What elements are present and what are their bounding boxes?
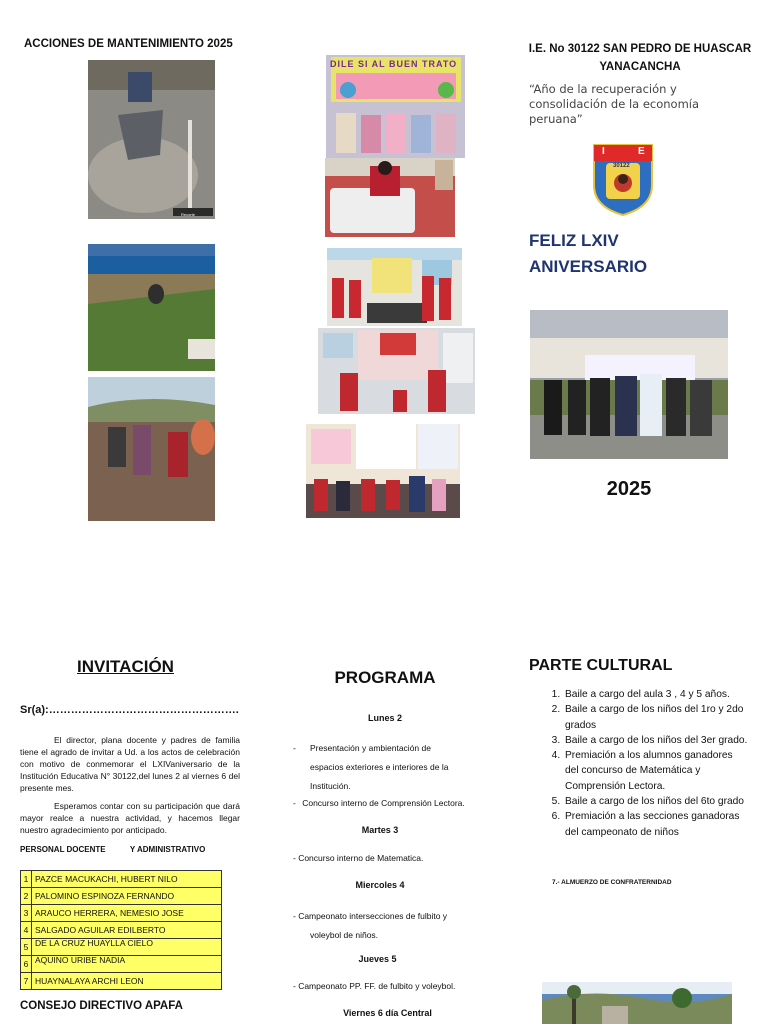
school-name: [526, 40, 754, 76]
table-row: [21, 973, 222, 990]
program-day-1: Lunes 2: [367, 713, 402, 723]
apafa-council: CONSEJO DIRECTIVO APAFA: [20, 1000, 183, 1012]
staff-name: SALGADO AGUILAR EDILBERTO: [32, 922, 222, 939]
item-text: Concurso interno de Comprensión Lectora.: [302, 798, 465, 808]
child-car-photo: [325, 158, 455, 237]
table-row: [21, 922, 222, 939]
landscape-photo: [542, 982, 732, 1024]
table-row: [21, 888, 222, 905]
fraternity-lunch: 7.- ALMUERZO DE CONFRATERNIDAD: [552, 879, 672, 886]
table-row: [21, 956, 222, 973]
invitation-salutation: Sr(a):…………………………………………….: [20, 704, 239, 716]
row-number: 6: [21, 956, 32, 973]
maintenance-photo-2: [88, 244, 215, 371]
list-item: 3. Baile a cargo de los niños del 3er grado.: [563, 733, 749, 748]
program-day-1-item-2: [293, 798, 465, 808]
greeting-line-2: ANIVERSARIO: [529, 257, 648, 276]
cultural-title: PARTE CULTURAL: [529, 657, 673, 674]
table-row: [21, 939, 222, 956]
table-row: [21, 905, 222, 922]
item-line: Presentación y ambientación de: [310, 743, 431, 753]
school-line: I.E. No 30122 SAN PEDRO DE HUASCAR: [528, 43, 752, 55]
maintenance-photo-3: [88, 377, 215, 521]
maintenance-title: ACCIONES DE MANTENIMIENTO 2025: [24, 38, 233, 50]
program-day-3-item-1: [293, 907, 447, 945]
maintenance-photo-1: [88, 60, 215, 219]
item-line: espacios exteriores e interiores de la: [310, 762, 449, 772]
table-row: [21, 871, 222, 888]
staff-name: DE LA CRUZ HUAYLLA CIELO: [32, 939, 222, 956]
district-line: YANACANCHA: [599, 61, 681, 73]
program-day-2-item-1: - Concurso interno de Matematica.: [293, 853, 424, 863]
staff-name: AQUINO URIBE NADIA: [32, 956, 222, 973]
item-line: voleybol de niños.: [310, 930, 379, 940]
crest-number: 30122: [613, 163, 630, 169]
list-item: 4. Premiación a los alumnos ganadores del concurso de Matemática y Comprensión Lectora.: [563, 748, 749, 794]
staff-name: PALOMINO ESPINOZA FERNANDO: [32, 888, 222, 905]
anniversary-greeting: [529, 228, 647, 280]
staff-group-photo: [530, 310, 728, 459]
classroom-photo-2: [318, 328, 475, 414]
staff-name: PAZCE MACUKACHI, HUBERT NILO: [32, 871, 222, 888]
year-label: 2025: [606, 478, 652, 500]
row-number: 7: [21, 973, 32, 990]
classroom-photo-3: [306, 424, 460, 518]
staff-header: [20, 845, 205, 854]
cultural-list: [529, 687, 749, 840]
program-day-1-item-1: [293, 739, 493, 796]
list-item: 5. Baile a cargo de los niños del 6to grado: [563, 794, 749, 809]
banner-text: DILE SI AL BUEN TRATO: [330, 59, 458, 69]
program-title: PROGRAMA: [334, 668, 436, 687]
classroom-photo-1: [327, 248, 462, 326]
row-number: 5: [21, 939, 32, 956]
program-day-3: Miercoles 4: [355, 880, 405, 890]
row-number: 1: [21, 871, 32, 888]
staff-name: ARAUCO HERRERA, NEMESIO JOSE: [32, 905, 222, 922]
invitation-paragraph-1: El director, plana docente y padres de familia tiene el agrado de invitar a Ud. a los actos de celebración con motivo de conmemorar el LXIVaniversario de la Institución Educativa N° 30122,del lunes 2 al viernes 6 del presente mes.: [20, 735, 240, 793]
school-crest: [590, 141, 656, 217]
program-day-2: Martes 3: [361, 825, 399, 835]
item-line: Institución.: [310, 781, 351, 791]
year-motto: “Año de la recuperación y consolidación de la economía peruana”: [529, 82, 700, 126]
staff-table: [20, 870, 222, 990]
staff-name: HUAYNALAYA ARCHI LEON: [32, 973, 222, 990]
photo-caption: Recorte: [180, 212, 195, 217]
crest-letter-left: I: [602, 146, 605, 157]
bullet-dash: -: [293, 743, 296, 753]
staff-header-left: PERSONAL DOCENTE: [20, 845, 106, 854]
list-item: 1. Baile a cargo del aula 3 , 4 y 5 años.: [563, 687, 749, 702]
invitation-paragraph-2: Esperamos contar con su participación que dará mayor realce a nuestra actividad, y hacemos llegar nuestro agradecimiento por anticipado.: [20, 801, 240, 835]
bullet-dash: -: [293, 798, 296, 808]
program-day-4: Jueves 5: [358, 954, 397, 964]
program-day-5: Viernes 6 día Central: [343, 1008, 432, 1018]
row-number: 2: [21, 888, 32, 905]
row-number: 3: [21, 905, 32, 922]
staff-header-right: Y ADMINISTRATIVO: [129, 845, 206, 854]
item-line: - Campeonato intersecciones de fulbito y: [293, 911, 448, 921]
row-number: 4: [21, 922, 32, 939]
invitation-title: INVITACIÓN: [77, 657, 174, 676]
buen-trato-photo: [326, 55, 465, 158]
greeting-line-1: FELIZ LXIV: [529, 231, 619, 250]
crest-letter-right: E: [638, 146, 645, 157]
program-day-4-item-1: - Campeonato PP. FF. de fulbito y voleybol.: [293, 981, 456, 991]
list-item: 2. Baile a cargo de los niños del 1ro y 2do grados: [563, 702, 749, 733]
list-item: 6. Premiación a las secciones ganadoras del campeonato de niños: [563, 809, 749, 840]
